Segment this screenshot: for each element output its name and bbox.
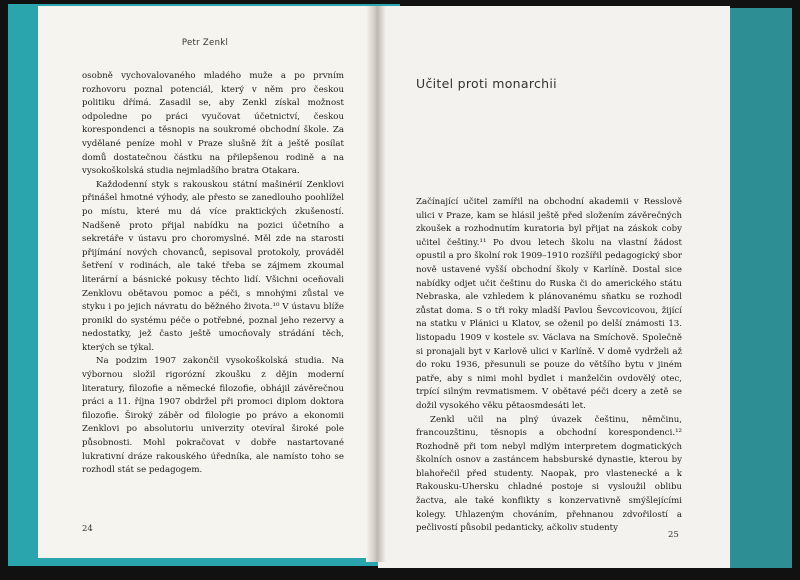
paragraph: osobně vychovalovaného mladého muže a po prvním rozhovoru poznal potenciál, který v něm pro českou politiku dřímá. Zasadil se, aby Zenkl získal možnost odpoledne po práci vyučovat účetnictví, českou korespondenci a těsnopis na soukromé obchodní škole. Za vydělané peníze mohl v Praze slušně žít a ještě posílat domů dostatečnou částku na přilepšenou rodině a na vysokoškolská studia nejmladšího bratra Otakara.	[82, 71, 344, 177]
chapter-title: Učitel proti monarchii	[416, 76, 557, 91]
running-head: Petr Zenkl	[181, 38, 229, 48]
book-gutter	[366, 6, 386, 562]
paragraph: Zenkl učil na plný úvazek češtinu, němčinu, francouzštinu, těsnopis a obchodní korespondenci.¹² Rozhodně při tom nebyl mdlým interpretem dogmatických školních osnov a zastáncem habsburské dynastie, kterou by blahořečil před studenty. Naopak, pro vlastenecké a k Rakousku-Uhersku chladné postoje si vysloužil oblibu žactva, ale také konflikty s konzervativně smýšlejícími kolegy. Uhlazeným chováním, přehnanou zdvořilostí a pečlivostí působil pedanticky, ačkoliv studenty	[416, 414, 682, 534]
page-number-right: 25	[668, 530, 679, 540]
left-page-text	[82, 70, 344, 478]
paragraph: Na podzim 1907 zakončil vysokoškolská studia. Na výbornou složil rigorózní zkoušku z dějin moderní literatury, filozofie a německé filozofie, obhájil závěrečnou práci a 11. října 1907 obdržel při promoci diplom doktora filozofie. Široký záběr od filologie po právo a ekonomii Zenklovi po absolutoriu univerzity otevíral široké pole působnosti. Mohl pokračovat v dobře nastartované lukrativní dráze rakouského úředníka, ale namísto toho se rozhodl stát se pedagogem.	[82, 356, 344, 476]
paragraph: Začínající učitel zamířil na obchodní akademii v Resslově ulici v Praze, kam se hlásil ještě před složením závěrečných zkoušek a rozhodnutím kuratoria byl přijat na záskok coby učitel češtiny.¹¹ Po dvou letech školu na vlastní žádost opustil a pro školní rok 1909–1910 rozšířil pedagogický sbor nově ustavené vyšší obchodní školy v Karlíně. Dostal sice nabídky odjet učit češtinu do Ruska či do amerického státu Nebraska, ale vzhledem k plánovanému sňatku se rozhodl zůstat doma. S o tři roky mladší Pavlou Ševcovicovou, žijící na statku v Plánici u Klatov, se oženil po delší známosti 13. listopadu 1909 v kostele sv. Václava na Smíchově. Společně si pronajali byt v Karlově ulici v Karlíně. V domě vydrželi až do roku 1936, přesunuli se pouze do většího bytu v jiném patře, aby s nimi mohl bydlet i manželčin ovdovělý otec, trpící silným revmatismem. V obětavé péči dcery a zetě se dožil vysokého věku pětaosmdesáti let.	[416, 197, 682, 411]
page-number-left: 24	[82, 524, 93, 534]
right-page-text	[416, 196, 682, 536]
paragraph: Každodenní styk s rakouskou státní mašinérií Zenklovi přinášel hmotné výhody, ale přesto se zanedlouho poohlížel po místu, které mu dá více praktických zkušeností. Nadšeně proto přijal nabídku na pozici účetního a sekretáře v ústavu pro choromyslné. Měl zde na starosti přijímání nových chovanců, sepisoval protokoly, prováděl šetření v rodinách, ale také třeba se zájmem zkoumal literární a básnické pokusy těchto lidí. Všichni oceňovali Zenklovu obětavou pomoc a péči, s mnohými zůstal ve styku i po jejich návratu do běžného života.¹⁰ V ústavu blíže pronikl do systému péče o potřebné, poznal jeho rezervy a nedostatky, jež často ještě umocňovaly strádání těch, kterých se týkal.	[82, 179, 344, 353]
